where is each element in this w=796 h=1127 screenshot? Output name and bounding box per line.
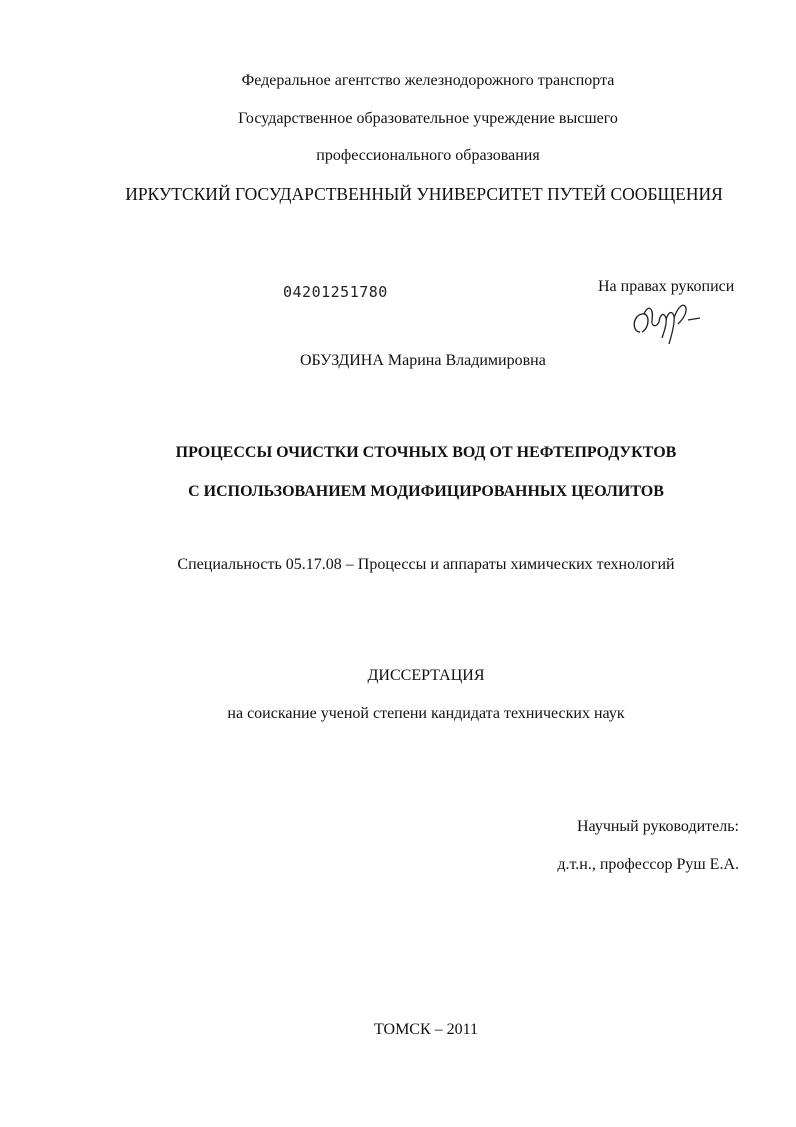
- registration-stamp-number: 04201251780: [283, 283, 388, 301]
- handwritten-signature: [626, 298, 706, 350]
- author-name: ОБУЗДИНА Марина Владимировна: [300, 352, 546, 369]
- dissertation-title-line-1: ПРОЦЕССЫ ОЧИСТКИ СТОЧНЫХ ВОД ОТ НЕФТЕПРОДУКТОВ: [175, 444, 677, 461]
- rights-note: На правах рукописи: [598, 278, 735, 295]
- document-type: ДИССЕРТАЦИЯ: [367, 667, 485, 684]
- education-level: профессионального образования: [316, 147, 540, 164]
- dissertation-title-line-2: С ИСПОЛЬЗОВАНИЕМ МОДИФИЦИРОВАННЫХ ЦЕОЛИТОВ: [188, 483, 664, 500]
- advisor-label: Научный руководитель:: [576, 818, 739, 835]
- institution-name: Государственное образовательное учреждение высшего: [238, 110, 618, 127]
- university-name: ИРКУТСКИЙ ГОСУДАРСТВЕННЫЙ УНИВЕРСИТЕТ ПУТЕЙ СООБЩЕНИЯ: [125, 184, 723, 204]
- degree-description: на соискание ученой степени кандидата технических наук: [227, 705, 625, 722]
- agency-name: Федеральное агентство железнодорожного транспорта: [241, 72, 615, 89]
- specialty: Специальность 05.17.08 – Процессы и аппараты химических технологий: [177, 556, 675, 573]
- city-year: ТОМСК – 2011: [373, 1021, 479, 1038]
- advisor-name: д.т.н., профессор Руш Е.А.: [557, 856, 739, 873]
